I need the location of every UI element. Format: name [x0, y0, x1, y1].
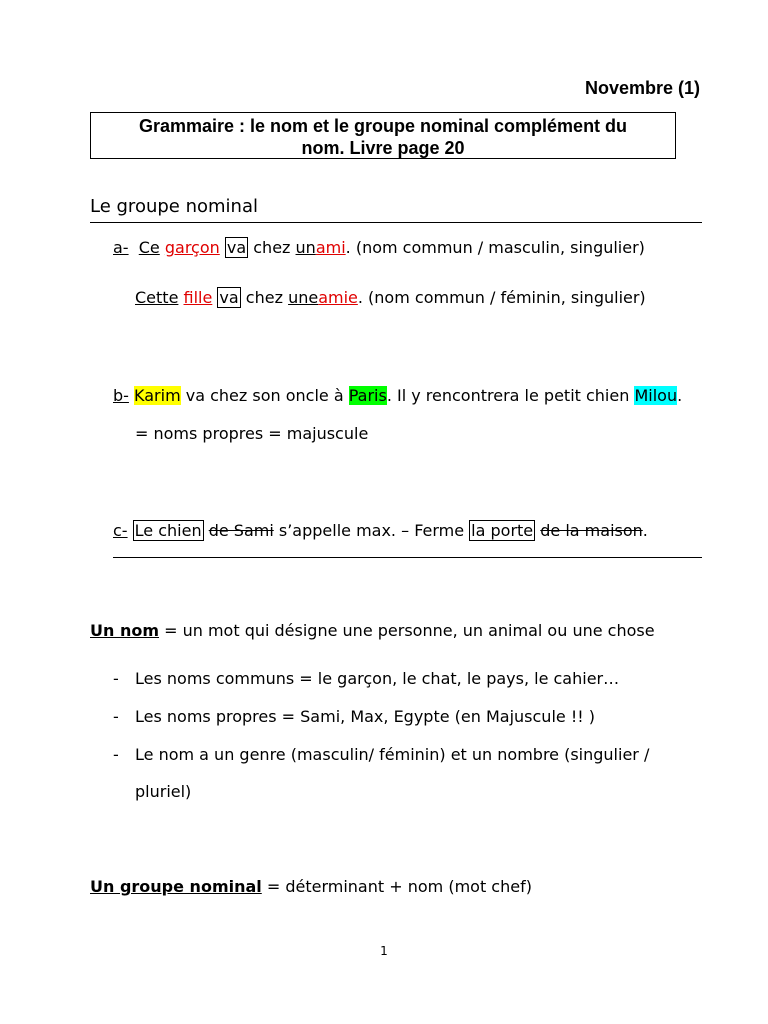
definition-term: Un nom: [90, 621, 160, 640]
word: chez: [253, 238, 291, 257]
noun: fille: [183, 288, 213, 307]
determiner: une: [288, 288, 319, 307]
word: chez: [245, 288, 283, 307]
noun-group-box: la porte: [471, 521, 534, 540]
determiner: Cette: [135, 288, 179, 307]
noun: garçon: [164, 238, 220, 257]
bullet-dash: -: [113, 745, 119, 764]
item-a-line-1: [113, 238, 645, 257]
item-c-line: [113, 521, 648, 540]
noun: ami: [315, 238, 346, 257]
bullet-text: Le nom a un genre (masculin/ féminin) et un nombre (singulier /: [135, 745, 650, 764]
section-bottom-rule: [113, 557, 702, 558]
page-number: 1: [380, 944, 388, 958]
note: . (nom commun / féminin, singulier): [357, 288, 646, 307]
text: .: [642, 521, 648, 540]
text: . Il y rencontrera le petit chien: [386, 386, 635, 405]
noun-group-box: Le chien: [134, 521, 202, 540]
section-title: Le groupe nominal: [90, 196, 258, 217]
text: s’appelle max. – Ferme: [273, 521, 470, 540]
title-line-1: Grammaire : le nom et le groupe nominal complément du: [138, 116, 628, 136]
title-line-2: nom. Livre page 20: [301, 138, 465, 158]
note: . (nom commun / masculin, singulier): [345, 238, 645, 257]
proper-noun-paris: Paris: [348, 386, 387, 405]
definition-text: = un mot qui désigne une personne, un animal ou une chose: [159, 621, 655, 640]
bullet-text: Les noms propres = Sami, Max, Egypte (en Majuscule !! ): [135, 707, 595, 726]
item-c-marker: c-: [113, 521, 128, 540]
bullet-item: [113, 669, 619, 688]
noun: amie: [318, 288, 358, 307]
bullet-text: Les noms communs = le garçon, le chat, le pays, le cahier…: [135, 669, 620, 688]
bullet-item: [113, 745, 649, 764]
bullet-dash: -: [113, 707, 119, 726]
item-b-marker: b-: [113, 386, 129, 405]
item-a-line-2: [135, 288, 646, 307]
item-b-line-1: [113, 386, 682, 405]
item-a-marker: a-: [113, 238, 129, 257]
complement-struck: de la maison: [540, 521, 643, 540]
verb-box: va: [219, 288, 239, 307]
determiner: un: [295, 238, 316, 257]
bullet-continuation: pluriel): [135, 782, 192, 801]
item-b-line-2: = noms propres = majuscule: [135, 424, 369, 443]
text: .: [677, 386, 683, 405]
proper-noun-milou: Milou: [634, 386, 678, 405]
verb-box: va: [226, 238, 247, 257]
document-date: Novembre (1): [584, 78, 700, 98]
definition-line: [90, 621, 655, 640]
group-definition-line: [90, 877, 532, 896]
bullet-item: [113, 707, 595, 726]
text: va chez son oncle à: [180, 386, 349, 405]
bullet-dash: -: [113, 669, 119, 688]
determiner: Ce: [138, 238, 160, 257]
proper-noun-karim: Karim: [134, 386, 181, 405]
complement-struck: de Sami: [208, 521, 274, 540]
lesson-title-box: [90, 112, 676, 159]
section-top-rule: [90, 222, 702, 223]
group-term: Un groupe nominal: [90, 877, 262, 896]
group-text: = déterminant + nom (mot chef): [261, 877, 532, 896]
